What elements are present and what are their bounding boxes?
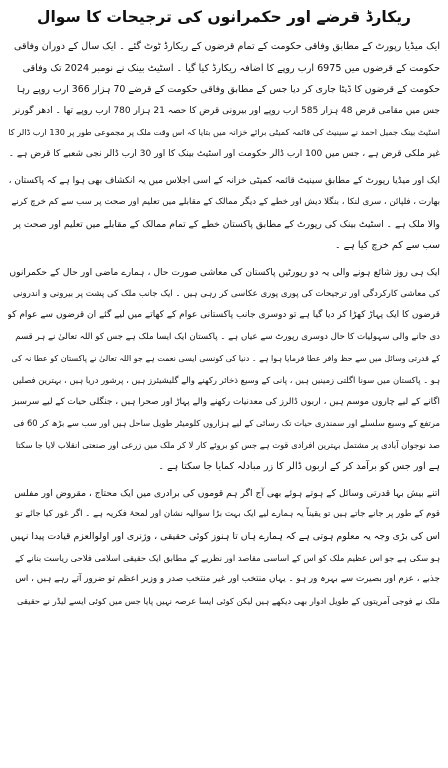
paragraph-line: اس کی بڑی وجہ یہ معلوم ہوتی ہے کہ ہمارے ہاں تا ہنوز کوئی حقیقی ، وژنری اور اولوالعزم قیادت پیدا نہیں (10, 531, 440, 543)
article-paragraph (8, 483, 440, 613)
paragraph-line: کی معاشی کارکردگی اور ترجیحات کی پوری پوری عکاسی کر رہی ہیں ۔ ایک جانب ملک کی پشت پر بیرونی و اندرونی (12, 288, 440, 299)
paragraph-line: قوم کے طور پر جانے جاتے ہیں تو یقیناً یہ ہمارے لیے ایک بہت بڑا سوالیہ نشان اور لمحۂ فکریہ ہے ۔ اگر غور کیا جائے تو (15, 509, 440, 520)
paragraph-line: قرضوں کا ایک پہاڑ کھڑا کر دیا گیا ہے تو دوسری جانب پاکستانی عوام کے کھاتے میں لیے گئے ان قرضوں سے عوام کو (8, 310, 440, 321)
paragraph-line: ہو ۔ پاکستان میں سونا اگلتی زمینیں ہیں ، پانی کے وسیع ذخائر رکھنے والے گلیشیئرز ہیں ، پرشور دریا ہیں ، بہترین فصلیں (12, 374, 440, 385)
paragraph-line: اسٹیٹ بینک جمیل احمد نے سینیٹ کی قائمہ کمیٹی برائے خزانہ میں بتایا کہ اس وقت ملک پر مجموعی طور پر 130 ارب ڈالر کا (8, 127, 440, 138)
paragraph-line: جذبے ، عزم اور بصیرت سے بہرہ ور ہو ۔ یہاں منتخب اور غیر منتخب صدر و وزیر اعظم تو ضرور آتے رہے ہیں ، اس (15, 574, 440, 585)
paragraph-line: اتنے بیش بہا قدرتی وسائل کے ہوتے ہوئے بھی آج اگر ہم قوموں کی برادری میں ایک محتاج ، مقروض اور مفلس (14, 487, 440, 499)
paragraph-line: ہو سکی ہے جو اس عظیم ملک کو اس کے اساسی مقاصد اور نظریے کے مطابق ایک حقیقی اسلامی فلاحی ریاست بنانے کے (14, 552, 440, 563)
paragraph-line: ایک میڈیا رپورٹ کے مطابق وفاقی حکومت کے تمام قرضوں کے ریکارڈ ٹوٹ گئے ۔ ایک سال کے دوران وفاقی (13, 41, 440, 52)
article-paragraph (8, 262, 440, 478)
paragraph-line: غیر ملکی قرض ہے ، جس میں 100 ارب ڈالر حکومت اور اسٹیٹ بینک کا اور 30 ارب ڈالر نجی شعبے کا قرض ہے ۔ (8, 148, 440, 159)
paragraph-line: سب سے کم خرچ کیا ہے ۔ (334, 240, 440, 252)
paragraph-line: دی جانے والی سہولیات کا حال دوسری رپورٹ سے عیاں ہے ۔ پاکستان ایک ایسا ملک ہے جس کو اللہ تعالیٰ نے ہر قسم (15, 331, 440, 342)
paragraph-line: ایک ہی روز شائع ہونے والی یہ دو رپورٹیں پاکستان کی معاشی صورت حال ، ہمارے ماضی اور حال کے حکمرانوں (9, 266, 440, 278)
paragraph-line: ہے اور جس کو برآمد کر کے اربوں ڈالر کا زر مبادلہ کمایا جا سکتا ہے ۔ (158, 461, 440, 473)
paragraph-line: اگانے کے لیے چاروں موسم ہیں ، اربوں ڈالرز کی معدنیات رکھنے والے پہاڑ اور صحرا ہیں ، جنگلی حیات کے لیے سرسبز (12, 396, 440, 407)
paragraph-line: والا ملک ہے ۔ اسٹیٹ بینک کی رپورٹ کے مطابق پاکستان خطے کے تمام ممالک کے مقابلے میں تعلیم اور صحت پر (13, 218, 440, 230)
article-headline: ریکارڈ قرضے اور حکمرانوں کی ترجیحات کا سوال (37, 8, 411, 26)
paragraph-line: مرتفع کے وسیع سلسلے اور سمندری حیات تک رسائی کے لیے ہزاروں کلومیٹر طویل ساحل ہیں اور سب سے بڑھ کر 60 فی (13, 418, 440, 429)
paragraph-line: جس میں مقامی قرض 48 ہزار 585 ارب روپے اور بیرونی قرض کا حصہ 21 ہزار 780 ارب روپے تھا ۔ ادھر گورنر (12, 105, 440, 116)
paragraph-line: بھارت ، فلپائن ، سری لنکا ، بنگلا دیش اور خطے کے دیگر ممالک کے مقابلے میں تعلیم اور صحت پر سب سے کم خرچ کرنے (11, 197, 440, 208)
article-paragraph (8, 171, 440, 257)
paragraph-line: ملک نے فوجی آمریتوں کے طویل ادوار بھی دیکھے ہیں لیکن کوئی ایسا عرصہ نہیں پایا جس میں کوئی ایسے لیڈر نے حقیقی (16, 595, 440, 606)
paragraph-line: حکومت کے قرضوں میں 6975 ارب روپے کا اضافہ ریکارڈ کیا گیا ۔ اسٹیٹ بینک نے نومبر 2024 تک وفاقی (22, 62, 440, 74)
paragraph-line: حکومت کے قرضوں کا ڈیٹا جاری کر دیا جس کے مطابق وفاقی حکومت کے قرضے 70 ہزار 366 ارب روپے رہا (16, 84, 440, 96)
article-paragraph (8, 36, 440, 166)
paragraph-line: صد نوجوان آبادی پر مشتمل بہترین افرادی قوت ہے جس کو بروئے کار لا کر ملک میں زرعی اور صنعتی انقلاب لایا جا سکتا (15, 439, 440, 450)
article-body (8, 36, 440, 612)
paragraph-line: کے قدرتی وسائل میں سے حظ وافر عطا فرمایا ہوا ہے ۔ دنیا کی کونسی ایسی نعمت ہے جو اللہ تعالیٰ نے پاکستان کو عطا نہ کی (11, 354, 440, 364)
paragraph-line: ایک اور میڈیا رپورٹ کے مطابق سینیٹ قائمہ کمیٹی خزانہ کے اسی اجلاس میں یہ انکشاف بھی ہوا ہے کہ پاکستان ، (8, 175, 440, 186)
